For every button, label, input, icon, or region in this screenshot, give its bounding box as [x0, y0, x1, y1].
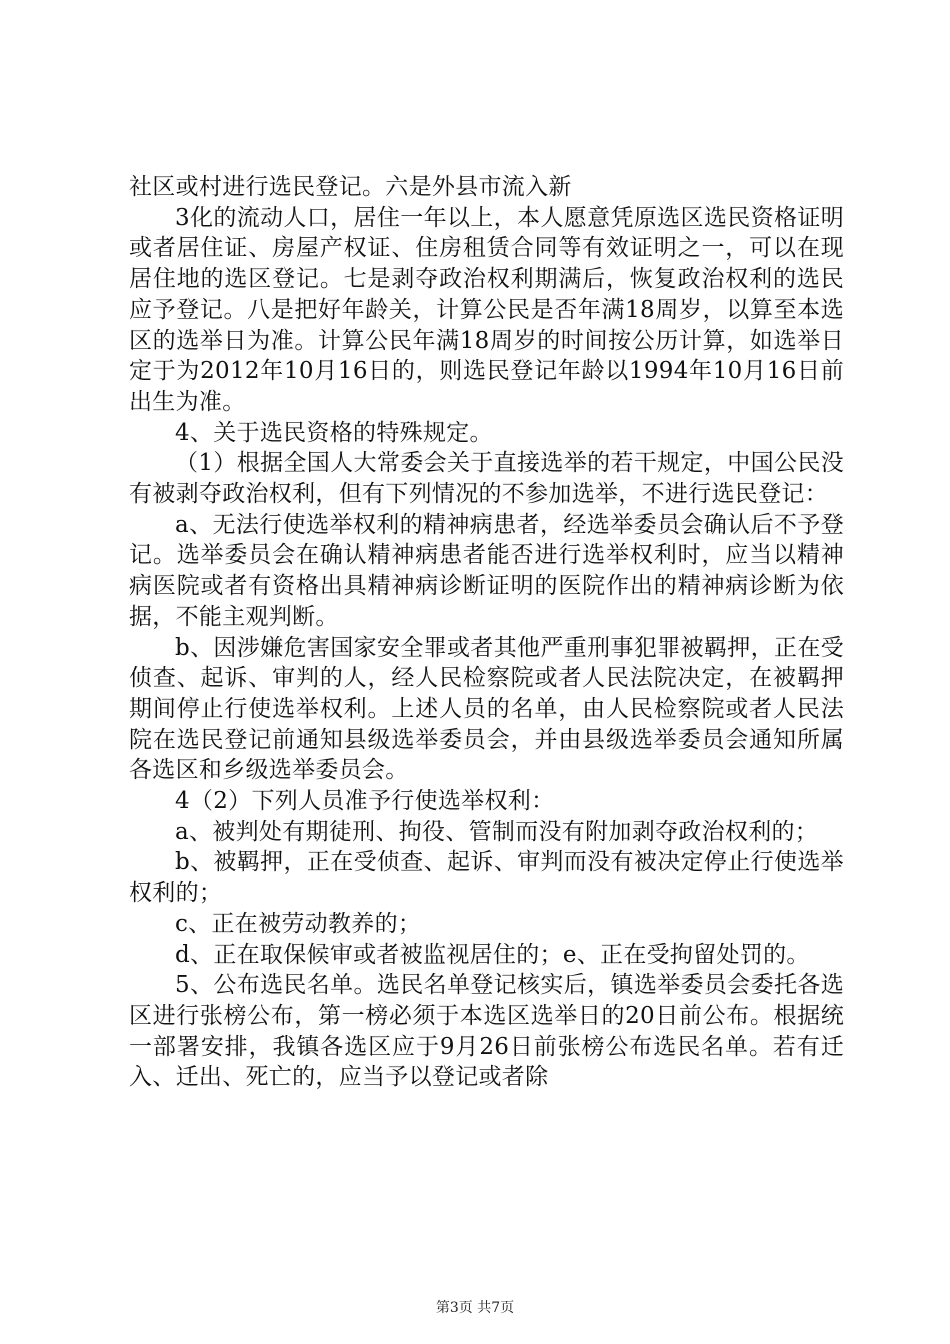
paragraph: （1）根据全国人大常委会关于直接选举的若干规定，中国公民没有被剥夺政治权利，但有下列情况的不参加选举，不进行选民登记：: [129, 450, 844, 508]
paragraph: 5、公布选民名单。选民名单登记核实后，镇选举委员会委托各选区进行张榜公布，第一榜必须于本选区选举日的20日前公布。根据统一部署安排，我镇各选区应于9月26日前张榜公布选民名单。若有迁入、迁出、死亡的，应当予以登记或者除: [129, 972, 844, 1091]
paragraph: 4（2）下列人员准予行使选举权利：: [175, 788, 555, 815]
paragraph: a、无法行使选举权利的精神病患者，经选举委员会确认后不予登记。选举委员会在确认精神病患者能否进行选举权利时，应当以精神病医院或者有资格出具精神病诊断证明的医院作出的精神病诊断为依据，不能主观判断。: [129, 511, 844, 630]
paragraph: c、正在被劳动教养的；: [175, 910, 422, 937]
paragraph: 社区或村进行选民登记。六是外县市流入新: [129, 174, 572, 200]
document-body: [129, 172, 844, 1093]
paragraph: b、被羁押，正在受侦查、起诉、审判而没有被决定停止行使选举权利的；: [129, 849, 844, 907]
paragraph: a、被判处有期徒刑、拘役、管制而没有附加剥夺政治权利的；: [175, 818, 819, 845]
paragraph: d、正在取保候审或者被监视居住的；e、正在受拘留处罚的。: [175, 941, 810, 968]
paragraph: 3化的流动人口，居住一年以上，本人愿意凭原选区选民资格证明或者居住证、房屋产权证、住房租赁合同等有效证明之一，可以在现居住地的选区登记。七是剥夺政治权利期满后，恢复政治权利的选民应予登记。八是把好年龄关，计算公民是否年满18周岁，以算至本选区的选举日为准。计算公民年满18周岁的时间按公历计算，如选举日定于为2012年10月16日的，则选民登记年龄以1994年10月16日前出生为准。: [129, 204, 844, 415]
paragraph: b、因涉嫌危害国家安全罪或者其他严重刑事犯罪被羁押，正在受侦查、起诉、审判的人，经人民检察院或者人民法院决定，在被羁押期间停止行使选举权利。上述人员的名单，由人民检察院或者人民法院在选民登记前通知县级选举委员会，并由县级选举委员会通知所属各选区和乡级选举委员会。: [129, 634, 844, 784]
page-number-footer: 第3页 共7页: [435, 1300, 515, 1316]
paragraph: 4、关于选民资格的特殊规定。: [175, 419, 493, 446]
